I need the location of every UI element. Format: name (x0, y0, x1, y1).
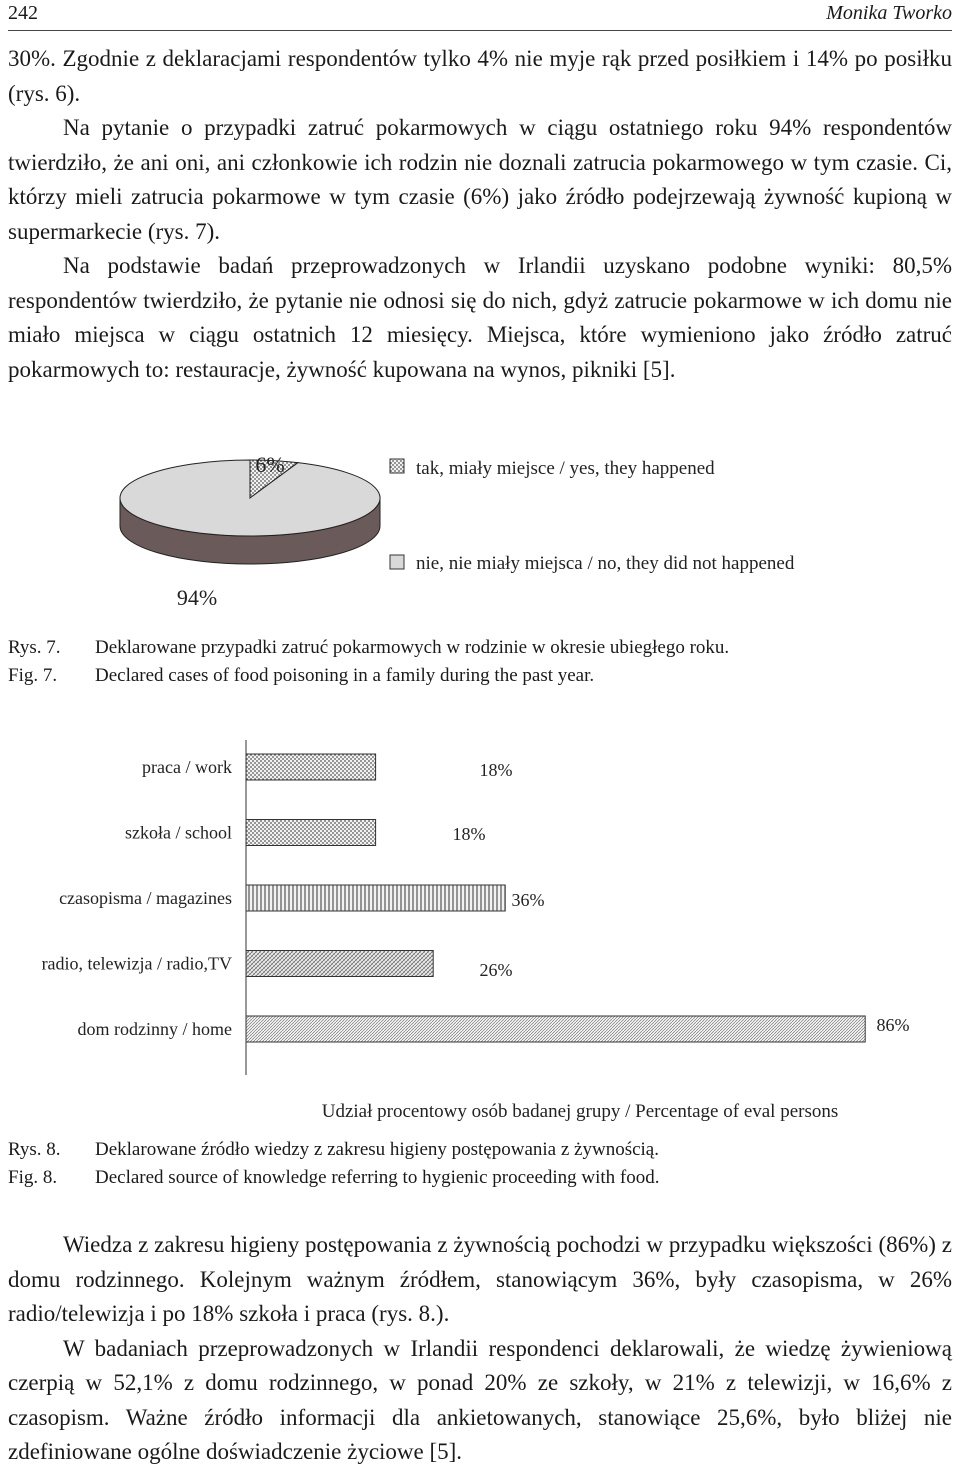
paragraph: Na podstawie badań przeprowadzonych w Irlandii uzyskano podobne wyniki: 80,5% respondentów twierdziło, że pytanie nie odnosi się do nich, gdyż zatrucie pokarmowe w ich domu nie miało miejsca w ciągu ostatnich 12 miesięcy. Miejsca, które wymieniono jako źródło zatruć pokarmowych to: restauracje, żywność kupowana na wynos, pikniki [5]. (8, 253, 952, 382)
legend-swatch-no (390, 555, 404, 569)
category-label: czasopisma / magazines (59, 888, 232, 908)
bar (246, 754, 376, 780)
value-label: 86% (876, 1015, 910, 1035)
category-label: radio, telewizja / radio,TV (41, 953, 232, 974)
paragraph: 30%. Zgodnie z deklaracjami respondentów tylko 4% nie myje rąk przed posiłkiem i 14% po posiłku (rys. 6). (8, 46, 952, 106)
caption-label: Rys. 8. (8, 1139, 61, 1160)
value-label: 36% (511, 890, 545, 910)
running-header (8, 0, 952, 31)
caption-label: Fig. 8. (8, 1167, 58, 1188)
x-axis-label: Udział procentowy osób badanej grupy / Percentage of eval persons (321, 1101, 839, 1122)
category-label: dom rodzinny / home (77, 1019, 232, 1039)
legend-swatch-yes (390, 459, 404, 473)
body-text-top (8, 42, 952, 387)
running-author: Monika Tworko (826, 2, 952, 24)
caption-text: Deklarowane źródło wiedzy z zakresu higieny postępowania z żywnością. (95, 1139, 659, 1160)
bar (246, 820, 376, 846)
value-label: 18% (452, 824, 486, 844)
pie-chart (0, 440, 960, 640)
pie-value-label-no: 94% (176, 585, 218, 610)
caption-label: Rys. 7. (8, 637, 61, 658)
category-label: szkoła / school (125, 822, 232, 843)
page-number: 242 (8, 2, 38, 24)
category-label: praca / work (142, 757, 232, 777)
pie-slice-no (120, 460, 380, 536)
caption-text: Declared source of knowledge referring to hygienic proceeding with food. (95, 1167, 660, 1188)
pie-value-label-yes: 6% (255, 452, 285, 477)
paragraph: Wiedza z zakresu higieny postępowania z żywnością pochodzi w przypadku większości (86%) z domu rodzinnego. Kolejnym ważnym źródłem, stanowiącym 36%, były czasopisma, w 26% radio/telewizja i po 18% szkoła i praca (rys. 8.). (8, 1232, 952, 1326)
figure-7-caption (8, 634, 729, 690)
paragraph: W badaniach przeprowadzonych w Irlandii respondenci deklarowali, że wiedzę żywieniową czerpią w 52,1% z domu rodzinnego, w ponad 20% ze szkoły, w 21% z telewizji, w 16,6% z czasopism. Ważne źródło informacji dla ankietowanych, stanowiące 25,6%, było bliżej nie zdefiniowane ogólne doświadczenie życiowe [5]. (8, 1335, 952, 1464)
bar (246, 885, 505, 911)
caption-text: Deklarowane przypadki zatruć pokarmowych w rodzinie w okresie ubiegłego roku. (95, 637, 730, 658)
caption-text: Declared cases of food poisoning in a family during the past year. (95, 665, 595, 686)
value-label: 26% (479, 960, 513, 980)
bar (246, 1016, 865, 1042)
pie-top (120, 460, 380, 536)
body-text-bottom (8, 1228, 952, 1470)
legend-label-no: nie, nie miały miejsca / no, they did not happened (416, 553, 795, 574)
value-label: 18% (479, 760, 513, 780)
legend-label-yes: tak, miały miejsce / yes, they happened (416, 458, 715, 479)
bar (246, 951, 433, 977)
figure-8-caption (8, 1136, 660, 1192)
bar-chart (0, 740, 960, 1125)
paragraph: Na pytanie o przypadki zatruć pokarmowych w ciągu ostatniego roku 94% respondentów twierdziło, że ani oni, ani członkowie ich rodzin nie doznali zatrucia pokarmowego w tym czasie. Ci, którzy mieli zatrucia pokarmowe w tym czasie (6%) jako źródło podejrzewają żywność kupioną w supermarkecie (rys. 7). (8, 115, 952, 244)
caption-label: Fig. 7. (8, 665, 58, 686)
